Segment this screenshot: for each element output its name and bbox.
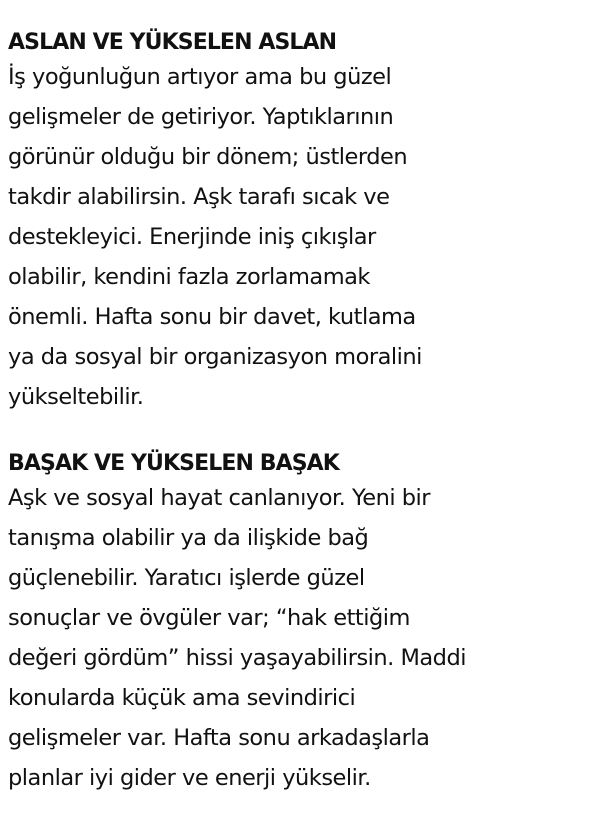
text-line: destekleyici. Enerjinde iniş çıkışlar <box>8 224 376 250</box>
text-line: Aşk ve sosyal hayat canlanıyor. Yeni bir <box>8 485 431 511</box>
text-line: güçlenebilir. Yaratıcı işlerde güzel <box>8 565 365 591</box>
section-body <box>8 478 605 798</box>
text-line: tanışma olabilir ya da ilişkide bağ <box>8 525 369 551</box>
text-line: ya da sosyal bir organizasyon moralini <box>8 344 422 370</box>
text-line: planlar iyi gider ve enerji yükselir. <box>8 765 371 791</box>
text-line: görünür olduğu bir dönem; üstlerden <box>8 144 408 170</box>
section-body <box>8 57 605 417</box>
text-line: değeri gördüm” hissi yaşayabilirsin. Maddi <box>8 645 466 671</box>
section-basak <box>8 451 605 798</box>
text-line: sonuçlar ve övgüler var; “hak ettiğim <box>8 605 410 631</box>
text-line: olabilir, kendini fazla zorlamamak <box>8 264 370 290</box>
text-line: takdir alabilirsin. Aşk tarafı sıcak ve <box>8 184 390 210</box>
text-line: gelişmeler de getiriyor. Yaptıklarının <box>8 104 394 130</box>
text-line: gelişmeler var. Hafta sonu arkadaşlarla <box>8 725 430 751</box>
section-heading: ASLAN VE YÜKSELEN ASLAN <box>8 30 337 55</box>
text-line: önemli. Hafta sonu bir davet, kutlama <box>8 304 416 330</box>
text-line: İş yoğunluğun artıyor ama bu güzel <box>8 64 392 90</box>
section-aslan <box>8 30 605 417</box>
section-heading: BAŞAK VE YÜKSELEN BAŞAK <box>8 451 339 476</box>
text-line: yükseltebilir. <box>8 384 144 410</box>
text-line: konularda küçük ama sevindirici <box>8 685 356 711</box>
